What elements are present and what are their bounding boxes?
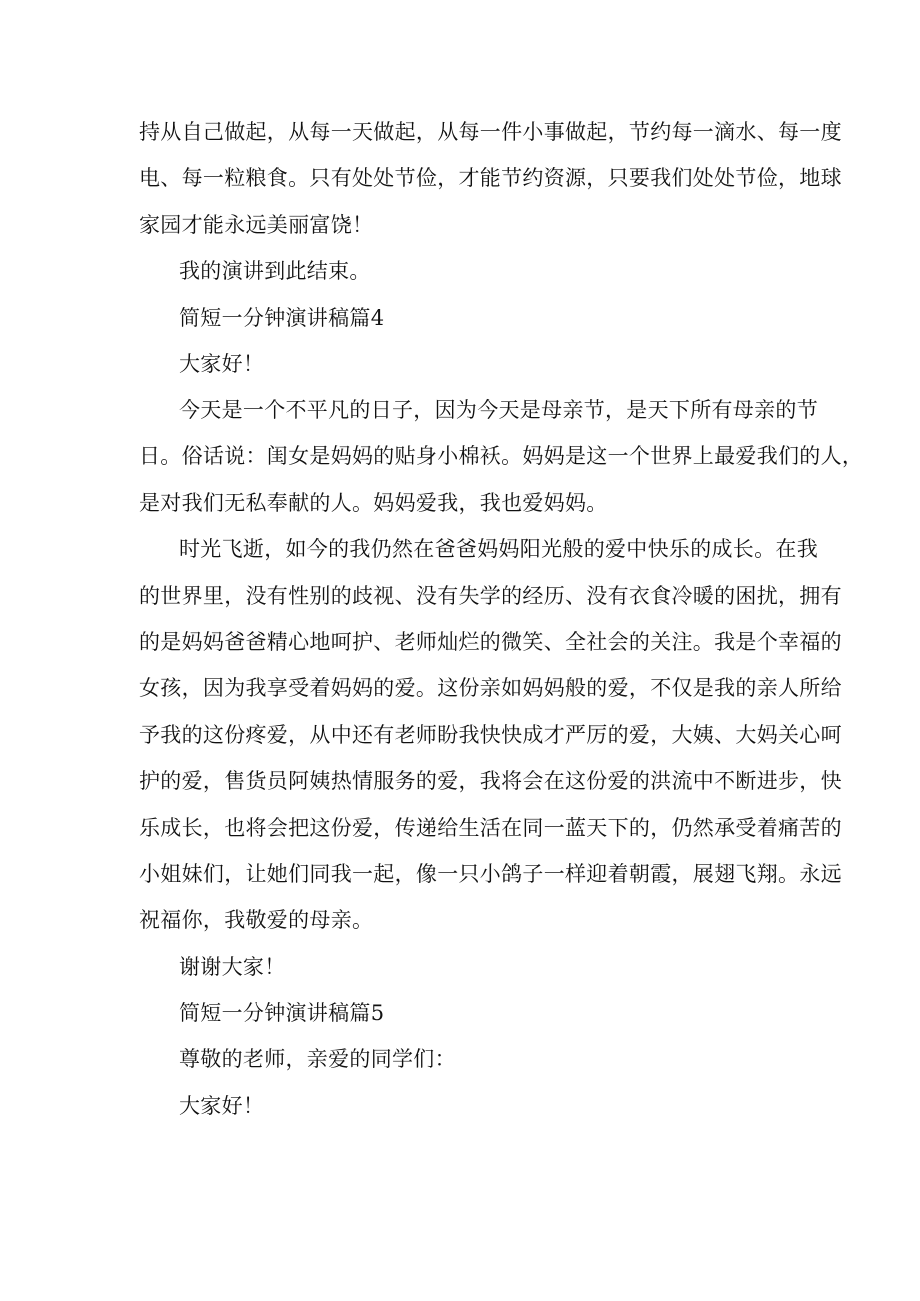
- text-line-3: 家园才能永远美丽富饶！: [139, 213, 374, 237]
- greeting: 大家好！: [179, 352, 265, 376]
- closing-remark: 我的演讲到此结束。: [179, 259, 371, 283]
- text-line-12: 的是妈妈爸爸精心地呵护、老师灿烂的微笑、全社会的关注。我是个幸福的: [139, 630, 842, 654]
- text-line-8: 日。俗话说：闺女是妈妈的贴身小棉袄。妈妈是这一个世界上最爱我们的人，: [139, 444, 864, 468]
- text-line-15: 护的爱，售货员阿姨热情服务的爱，我将会在这份爱的洪流中不断进步，快: [139, 769, 842, 793]
- section-heading-5: 简短一分钟演讲稿篇5: [179, 1001, 385, 1025]
- text-line-7: 今天是一个不平凡的日子，因为今天是母亲节，是天下所有母亲的节: [179, 398, 818, 422]
- greeting-2: 大家好！: [179, 1094, 265, 1118]
- text-line-14: 予我的这份疼爱，从中还有老师盼我快快成才严厉的爱，大姨、大妈关心呵: [139, 723, 842, 747]
- salutation: 尊敬的老师，亲爱的同学们：: [179, 1047, 456, 1071]
- text-line-1: 持从自己做起，从每一天做起，从每一件小事做起，节约每一滴水、每一度: [139, 120, 842, 144]
- text-line-9: 是对我们无私奉献的人。妈妈爱我，我也爱妈妈。: [139, 491, 608, 515]
- thanks-line: 谢谢大家！: [179, 955, 286, 979]
- text-line-2: 电、每一粒粮食。只有处处节俭，才能节约资源，只要我们处处节俭，地球: [139, 166, 842, 190]
- text-line-13: 女孩，因为我享受着妈妈的爱。这份亲如妈妈般的爱，不仅是我的亲人所给: [139, 676, 842, 700]
- text-line-17: 小姐妹们，让她们同我一起，像一只小鸽子一样迎着朝霞，展翅飞翔。永远: [139, 862, 842, 886]
- text-line-10: 时光飞逝，如今的我仍然在爸爸妈妈阳光般的爱中快乐的成长。在我: [179, 537, 818, 561]
- text-line-18: 祝福你，我敬爱的母亲。: [139, 908, 374, 932]
- text-line-11: 的世界里，没有性别的歧视、没有失学的经历、没有衣食冷暖的困扰，拥有: [139, 584, 842, 608]
- section-heading-4: 简短一分钟演讲稿篇4: [179, 306, 385, 330]
- text-line-16: 乐成长，也将会把这份爱，传递给生活在同一蓝天下的，仍然承受着痛苦的: [139, 816, 842, 840]
